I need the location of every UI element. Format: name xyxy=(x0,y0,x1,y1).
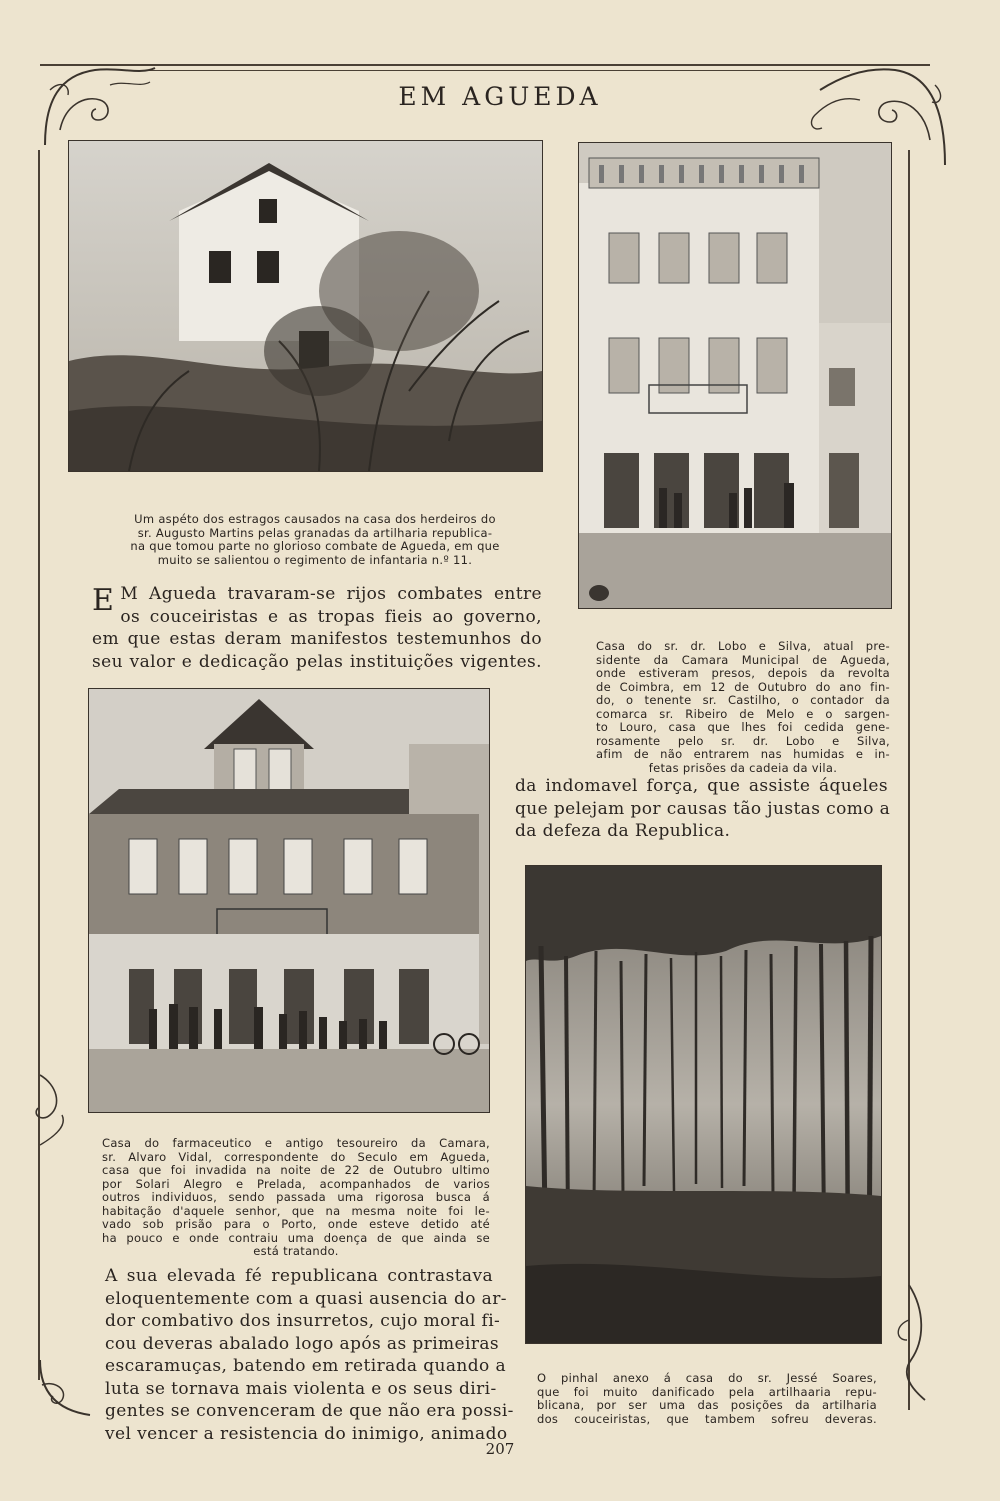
caption-lobo-silva xyxy=(596,640,890,775)
caption-line: sidente da Camara Municipal de Agueda, xyxy=(596,652,890,667)
left-mid-ornament-icon xyxy=(22,1070,82,1150)
text-line: em que estas deram manifestos testemunhos do xyxy=(92,629,542,649)
caption-line: ha pouco e onde contraiu uma doença de que ainda se xyxy=(102,1230,490,1245)
text-line: que pelejam por causas tão justas como a xyxy=(515,798,891,819)
caption-pinhal xyxy=(537,1372,877,1426)
caption-line: Casa do farmaceutico e antigo tesoureiro da Camara, xyxy=(102,1136,490,1150)
text-line: eloquentemente com a quasi ausencia do ar- xyxy=(105,1288,507,1309)
caption-line: blicana, por ser uma das posições da artilharia xyxy=(537,1398,877,1412)
caption-line: dos couceiristas, que tambem sofreu deveras. xyxy=(537,1411,877,1426)
text-line: da indomavel força, que assiste áqueles xyxy=(515,776,888,796)
article-paragraph-1 xyxy=(92,583,542,628)
caption-line: sr. Alvaro Vidal, correspondente do Seculo em Agueda, xyxy=(102,1149,490,1164)
caption-line: na que tomou parte no glorioso combate de Agueda, em que xyxy=(130,539,500,553)
photo-farmaceutico-house xyxy=(88,688,490,1113)
caption-line: afim de não entrarem nas humidas e in- xyxy=(596,747,890,761)
text-line: luta se tornava mais violenta e os seus diri- xyxy=(105,1378,497,1399)
caption-line: de Coimbra, em 12 de Outubro do ano fin- xyxy=(596,679,890,694)
text-line: cou deveras abalado logo após as primeiras xyxy=(105,1333,500,1354)
caption-line: habitação d'aquele senhor, que na mesma noite foi le- xyxy=(102,1203,490,1218)
caption-line: muito se salientou o regimento de infantaria n.º 11. xyxy=(157,552,473,567)
caption-line: casa que foi invadida na noite de 22 de Outubro ultimo xyxy=(102,1163,490,1177)
frame-top-rule-inner xyxy=(140,70,850,71)
caption-line: fetas prisões da cadeia da vila. xyxy=(648,760,838,775)
text-line: da defeza da Republica. xyxy=(515,821,731,841)
text-line: M Agueda travaram-se rijos combates entre xyxy=(120,584,542,604)
page-title: EM AGUEDA xyxy=(398,82,602,111)
bottom-right-ornament-icon xyxy=(885,1280,945,1410)
caption-line: onde estiveram presos, depois da revolta xyxy=(596,666,890,680)
photo-house-damage xyxy=(68,140,543,472)
text-line: dor combativo dos insurretos, cujo moral fi- xyxy=(105,1311,501,1331)
article-paragraph-1-cont xyxy=(92,628,542,673)
caption-line: sr. Augusto Martins pelas granadas da artilharia republica- xyxy=(137,525,493,540)
caption-house-damage xyxy=(100,513,530,567)
text-line: seu valor e dedicação pelas instituições vigentes. xyxy=(92,651,542,672)
text-line: escaramuças, batendo em retirada quando a xyxy=(105,1356,507,1376)
article-paragraph-2 xyxy=(105,1265,514,1445)
caption-line: Um aspéto dos estragos causados na casa dos herdeiros do xyxy=(134,512,496,526)
caption-line: O pinhal anexo á casa do sr. Jessé Soares, xyxy=(537,1371,877,1385)
caption-line: rosamente pelo sr. dr. Lobo e Silva, xyxy=(596,733,890,748)
caption-line: vado sob prisão para o Porto, onde esteve detido até xyxy=(102,1217,490,1231)
article-paragraph-3 xyxy=(515,775,891,843)
caption-line: outros individuos, sendo passada uma rigorosa busca á xyxy=(102,1190,490,1204)
caption-line: por Solari Alegro e Prelada, acompanhados de varios xyxy=(102,1176,490,1191)
caption-line: Casa do sr. dr. Lobo e Silva, atual pre- xyxy=(596,639,890,653)
caption-line: to Louro, casa que lhes foi cedida gene- xyxy=(596,720,890,734)
dropcap-letter: E xyxy=(92,583,115,618)
caption-line: do, o tenente sr. Castilho, o contador da xyxy=(596,693,890,707)
text-line: gentes se convenceram de que não era possi- xyxy=(105,1401,514,1421)
frame-top-rule xyxy=(40,64,930,66)
text-line: A sua elevada fé republicana contrastava xyxy=(105,1266,493,1286)
frame-left-rule xyxy=(38,150,40,1380)
frame-right-rule xyxy=(908,150,910,1410)
text-line: os couceiristas e as tropas fieis ao governo, xyxy=(120,606,542,627)
photo-pinhal-forest xyxy=(525,865,882,1344)
page-number: 207 xyxy=(485,1440,515,1458)
caption-farmaceutico xyxy=(102,1137,490,1259)
text-line: vel vencer a resistencia do inimigo, animado xyxy=(105,1423,508,1444)
caption-line: comarca sr. Ribeiro de Melo e o sargen- xyxy=(596,706,890,721)
caption-line: que foi muito danificado pela artilhaaria repu- xyxy=(537,1384,877,1399)
bottom-left-ornament-icon xyxy=(20,1355,100,1425)
caption-line: está tratando. xyxy=(253,1244,339,1258)
photo-lobo-silva-house xyxy=(578,142,892,609)
